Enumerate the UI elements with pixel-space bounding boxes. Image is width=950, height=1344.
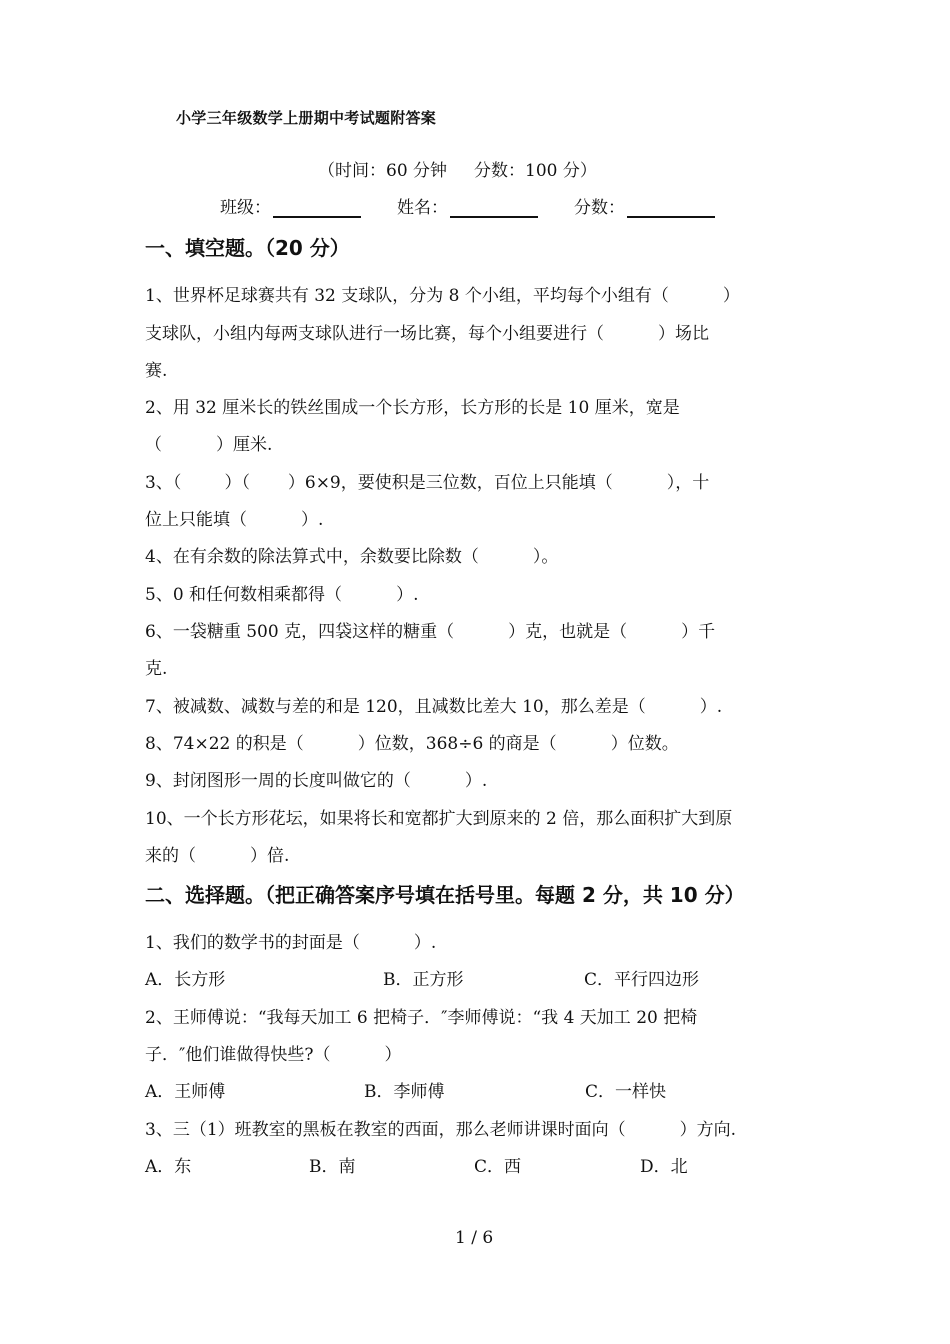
class-label: 班级：	[220, 198, 271, 218]
question-line: 6、一袋糖重 500 克，四袋这样的糖重（ ）克，也就是（ ）千	[145, 622, 716, 642]
option-a: A．长方形	[145, 970, 226, 990]
option-a: A．东	[145, 1157, 192, 1177]
question-line: 7、被减数、减数与差的和是 120，且减数比差大 10，那么差是（ ）.	[145, 697, 723, 717]
option-a: A．王师傅	[145, 1082, 226, 1102]
question-line: 5、0 和任何数相乘都得（ ）.	[145, 585, 419, 605]
score-blank	[627, 198, 715, 218]
student-info-row	[220, 193, 751, 218]
option-b: B．正方形	[383, 970, 464, 990]
question-line: （ ）厘米.	[145, 435, 273, 455]
score-field	[574, 193, 715, 218]
question-line: 来的（ ）倍.	[145, 846, 290, 866]
option-d: D．北	[640, 1157, 688, 1177]
question-line: 克.	[145, 659, 168, 679]
question-line: 1、我们的数学书的封面是（ ）.	[145, 933, 437, 953]
question-line: 3、（ ）（ ）6×9，要使积是三位数，百位上只能填（ ），十	[145, 473, 710, 493]
question-line: 位上只能填（ ）.	[145, 510, 324, 530]
question-line: 子．″他们谁做得快些?（ ）	[145, 1045, 402, 1065]
exam-time-score: （时间：60 分钟 分数：100 分）	[318, 161, 597, 181]
question-line: 10、一个长方形花坛，如果将长和宽都扩大到原来的 2 倍，那么面积扩大到原	[145, 809, 733, 829]
question-line: 支球队，小组内每两支球队进行一场比赛，每个小组要进行（ ）场比	[145, 324, 710, 344]
page-number: 1 / 6	[455, 1228, 494, 1248]
option-b: B．李师傅	[364, 1082, 445, 1102]
document-title: 小学三年级数学上册期中考试题附答案	[176, 109, 437, 127]
question-line: 1、世界杯足球赛共有 32 支球队，分为 8 个小组，平均每个小组有（ ）	[145, 286, 740, 306]
section-multiple-choice-heading: 二、选择题。（把正确答案序号填在括号里。每题 2 分，共 10 分）	[145, 883, 745, 907]
option-c: C．一样快	[585, 1082, 667, 1102]
question-line: 8、74×22 的积是（ ）位数，368÷6 的商是（ ）位数。	[145, 734, 679, 754]
question-line: 2、用 32 厘米长的铁丝围成一个长方形，长方形的长是 10 厘米，宽是	[145, 398, 680, 418]
option-c: C．西	[474, 1157, 522, 1177]
score-label: 分数：	[574, 198, 625, 218]
name-field	[397, 193, 538, 218]
question-line: 2、王师傅说：“我每天加工 6 把椅子．″李师傅说：“我 4 天加工 20 把椅	[145, 1008, 698, 1028]
option-b: B．南	[309, 1157, 356, 1177]
question-line: 9、封闭图形一周的长度叫做它的（ ）.	[145, 771, 488, 791]
option-c: C．平行四边形	[584, 970, 700, 990]
name-label: 姓名：	[397, 198, 448, 218]
class-blank	[273, 198, 361, 218]
class-field	[220, 193, 361, 218]
question-line: 4、在有余数的除法算式中，余数要比除数（ ）。	[145, 547, 559, 567]
section-fill-blank-heading: 一、填空题。（20 分）	[145, 236, 350, 260]
name-blank	[450, 198, 538, 218]
question-line: 赛.	[145, 361, 168, 381]
question-line: 3、三（1）班教室的黑板在教室的西面，那么老师讲课时面向（ ）方向.	[145, 1120, 737, 1140]
